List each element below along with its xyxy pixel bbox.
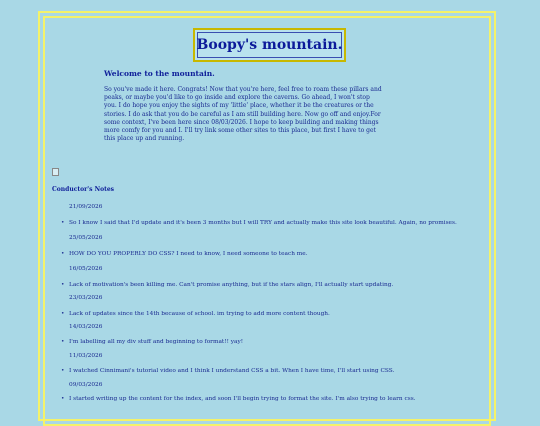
note-date: 25/05/2026 [69, 235, 103, 241]
note-text: HOW DO YOU PROPERLY DO CSS? I need to know, I need someone to teach me. [69, 251, 308, 257]
note-entry [61, 396, 416, 402]
page-title: Boopy's mountain. [196, 37, 343, 53]
notes-heading: Conductor's Notes [52, 186, 115, 193]
bullet-icon: • [61, 311, 65, 317]
note-date: 21/09/2026 [69, 204, 103, 210]
bullet-icon: • [61, 368, 65, 374]
note-date: 09/03/2026 [69, 382, 103, 388]
intro-paragraph: So you've made it here. Congrats! Now that you're here, feel free to roam these pillars and peaks, or maybe you'd like to go inside and explore the caverns. Go ahead, I won't stop you. I do hope you enjoy the sights of my 'little' place, whether it be the creatures or the stories. I do ask that you do be careful as I am still building here. Now go off and enjoy.For some context, I've been here since 08/03/2026. I hope to keep building and making things more comfy for you and I. I'll try link some other sites to this place, but first I have to get this place up and running. [104, 86, 382, 143]
bullet-icon: • [61, 282, 65, 288]
note-text: So I know I said that I'd update and it's been 3 months but I will TRY and actually make this site look beautiful. Again, no promises. [69, 220, 457, 226]
bullet-icon: • [61, 396, 65, 402]
bullet-icon: • [61, 220, 65, 226]
note-text: Lack of updates since the 14th because of school. im trying to add more content though. [69, 311, 330, 317]
note-date: 23/03/2026 [69, 295, 103, 301]
note-entry [61, 368, 394, 374]
note-date: 11/03/2026 [69, 353, 103, 359]
note-date: 16/05/2026 [69, 266, 103, 272]
note-text: I watched Cinnimani's tutorial video and I think I understand CSS a bit. When I have time, I'll start using CSS. [69, 368, 395, 374]
note-text: I'm labelling all my div stuff and beginning to format!! yay! [69, 339, 244, 345]
welcome-heading: Welcome to the mountain. [104, 69, 215, 78]
bullet-icon: • [61, 339, 65, 345]
note-entry [61, 311, 330, 317]
note-entry [61, 220, 457, 226]
note-text: I started writing up the content for the index, and soon I'll begin trying to format the site. I'm also trying to learn css. [69, 396, 416, 402]
note-entry [61, 282, 393, 288]
note-entry [61, 339, 243, 345]
note-text: Lack of motivation's been killing me. Can't promise anything, but if the stars align, I'll actually start updating. [69, 282, 394, 288]
note-entry [61, 251, 308, 257]
bullet-icon: • [61, 251, 65, 257]
note-date: 14/03/2026 [69, 324, 103, 330]
